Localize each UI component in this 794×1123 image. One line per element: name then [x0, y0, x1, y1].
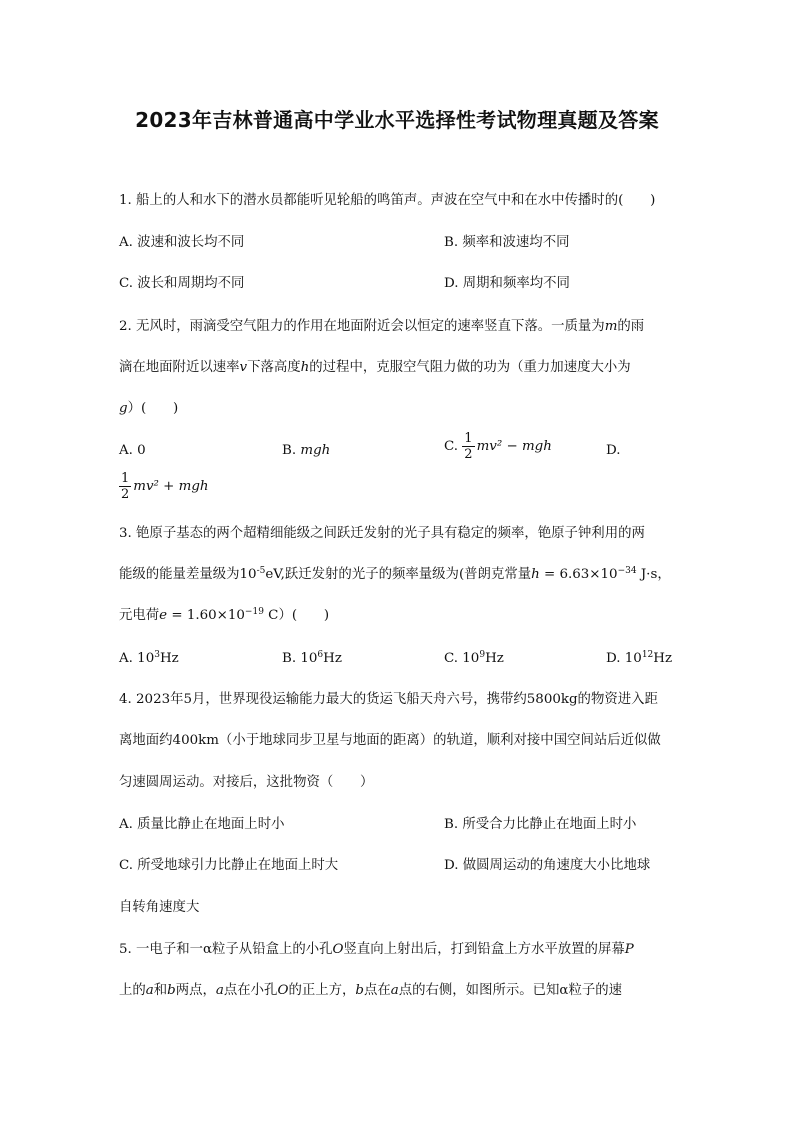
q3-stem3-post: ）( ) — [278, 608, 330, 623]
q2-var-g: g — [119, 401, 128, 416]
q3-charge-var: e — [159, 608, 168, 623]
q1-option-b: B. 频率和波速均不同 — [444, 235, 570, 250]
q2-option-d-frac-den: 2 — [121, 487, 130, 502]
q1-option-c: C. 波长和周期均不同 — [119, 276, 245, 291]
q4-option-b: B. 所受合力比静止在地面上时小 — [444, 817, 637, 832]
q2-option-a: A. 0 — [119, 443, 146, 458]
q2-var-v: v — [239, 360, 248, 375]
q2-option-c-frac-num: 1 — [464, 431, 473, 446]
q3-option-c-base: C. 10 — [444, 651, 480, 666]
q2-option-d-fraction — [119, 471, 131, 502]
q1-option-a: A. 波速和波长均不同 — [119, 235, 245, 250]
q3-planck-exp: −34 — [617, 566, 637, 576]
q3-option-a-exp: 3 — [154, 650, 160, 660]
q3-planck-val: = 6.63×10 — [539, 567, 618, 582]
q2-stem2-pre: 滴在地面附近以速率 — [119, 360, 240, 375]
q2-option-d — [119, 471, 209, 502]
q4-stem-line1: 4. 2023年5月，世界现役运输能力最大的货运飞船天舟六号，携带约5800kg的物资进入距 — [119, 692, 658, 707]
q5-var-a: a — [145, 983, 154, 998]
q3-option-c-unit: Hz — [485, 651, 504, 666]
q3-option-b-exp: 6 — [317, 650, 324, 660]
q2-option-c-expr: mv² − mgh — [476, 439, 552, 454]
q2-stem2-mid: 下落高度 — [247, 360, 301, 375]
q1-option-d: D. 周期和频率均不同 — [444, 276, 570, 291]
q3-option-b-unit: Hz — [323, 651, 342, 666]
q3-stem3-pre: 元电荷 — [119, 608, 160, 623]
q3-option-b — [282, 650, 342, 668]
q2-stem-line2 — [119, 359, 631, 377]
q4-stem-line2: 离地面约400km（小于地球同步卫星与地面的距离）的轨道，顺利对接中国空间站后近似做 — [119, 733, 661, 748]
q2-option-d-expr: mv² + mgh — [133, 479, 209, 494]
q5-var-O: O — [332, 942, 344, 957]
q5-var-O-2: O — [277, 983, 289, 998]
q2-stem-line3 — [119, 400, 178, 418]
q2-var-h: h — [300, 360, 310, 375]
q3-planck-var: h — [531, 567, 540, 582]
q3-option-c — [444, 650, 504, 668]
q2-option-c-label: C. — [444, 439, 459, 454]
q5-var-b-2: b — [355, 983, 364, 998]
q3-option-d — [606, 650, 672, 668]
q2-option-c-frac-den: 2 — [464, 447, 473, 462]
q2-stem1-post: 的雨 — [617, 319, 645, 334]
q5-var-a-2: a — [215, 983, 224, 998]
q3-stem-line3 — [119, 607, 329, 625]
q5-stem2-pre: 上的 — [119, 983, 146, 998]
q3-charge-unit: C — [263, 608, 279, 623]
q2-var-m: m — [604, 319, 618, 334]
q2-stem-line1 — [119, 318, 644, 336]
q2-option-b-label: B. — [282, 443, 297, 458]
q2-option-c — [444, 431, 552, 462]
q2-stem3-post: ）( ) — [127, 401, 179, 416]
q2-option-d-frac-num: 1 — [121, 471, 130, 486]
q5-stem2-post: 点的右侧，如图所示。已知α粒子的速 — [398, 983, 623, 998]
q5-stem-line2 — [119, 982, 622, 1000]
q2-option-c-fraction — [462, 431, 474, 462]
q4-option-d-cont: 自转角速度大 — [119, 900, 200, 915]
q3-option-c-exp: 9 — [479, 650, 486, 660]
q3-option-b-base: B. 10 — [282, 651, 318, 666]
q3-option-a-unit: Hz — [159, 651, 179, 666]
page-title: 2023年吉林普通高中学业水平选择性考试物理真题及答案 — [135, 108, 659, 132]
q2-stem2-post: 的过程中，克服空气阻力做的功为（重力加速度大小为 — [309, 360, 631, 375]
q3-energy-base: 10 — [239, 567, 257, 582]
q5-stem2-mid1: 两点， — [175, 983, 216, 998]
q4-stem-line3: 匀速圆周运动。对接后，这批物资（ ） — [119, 775, 374, 790]
q5-stem2-and: 和 — [153, 983, 168, 998]
q3-charge-exp: −19 — [244, 607, 264, 617]
q2-option-b — [282, 442, 330, 460]
q5-var-b: b — [167, 983, 176, 998]
q3-option-d-exp: 12 — [641, 650, 654, 660]
q3-option-d-unit: Hz — [653, 651, 672, 666]
q4-option-c: C. 所受地球引力比静止在地面上时大 — [119, 858, 339, 873]
q3-option-a-base: A. 10 — [119, 651, 155, 666]
q5-var-a-3: a — [390, 983, 399, 998]
q5-stem2-mid3: 的正上方， — [288, 983, 356, 998]
q3-planck-unit: J·s， — [636, 567, 671, 582]
q5-stem-line1 — [119, 941, 634, 959]
q4-option-d: D. 做圆周运动的角速度大小比地球 — [444, 858, 651, 873]
q5-stem1-post: 竖直向上射出后，打到铅盒上方水平放置的屏幕 — [343, 942, 625, 957]
q3-option-a — [119, 650, 179, 668]
q5-stem2-mid2: 点在小孔 — [223, 983, 278, 998]
q2-option-d-label: D. — [606, 443, 621, 458]
q3-stem2-mid: ,跃迁发射的光子的频率量级为(普朗克常量 — [280, 567, 532, 582]
q3-stem-line1: 3. 铯原子基态的两个超精细能级之间跃迁发射的光子具有稳定的频率，铯原子钟利用的两 — [119, 526, 645, 541]
q2-stem1-pre: 2. 无风时，雨滴受空气阻力的作用在地面附近会以恒定的速率竖直下落。一质量为 — [119, 319, 605, 334]
q1-stem: 1. 船上的人和水下的潜水员都能听见轮船的鸣笛声。声波在空气中和在水中传播时的( ) — [119, 193, 656, 208]
q5-var-P: P — [624, 942, 634, 957]
q3-option-d-base: D. 10 — [606, 651, 642, 666]
q3-energy-unit: eV — [265, 567, 281, 582]
q4-option-a: A. 质量比静止在地面上时小 — [119, 817, 285, 832]
q3-stem-line2 — [119, 566, 671, 584]
q3-charge-val: = 1.60×10 — [167, 608, 245, 623]
q5-stem2-mid4: 点在 — [363, 983, 391, 998]
q2-option-b-value: mgh — [300, 443, 331, 458]
q5-stem1-pre: 5. 一电子和一α粒子从铅盒上的小孔 — [119, 942, 333, 957]
q3-energy-exp: -5 — [256, 566, 266, 576]
q3-stem2-pre: 能级的能量差量级为 — [119, 567, 240, 582]
